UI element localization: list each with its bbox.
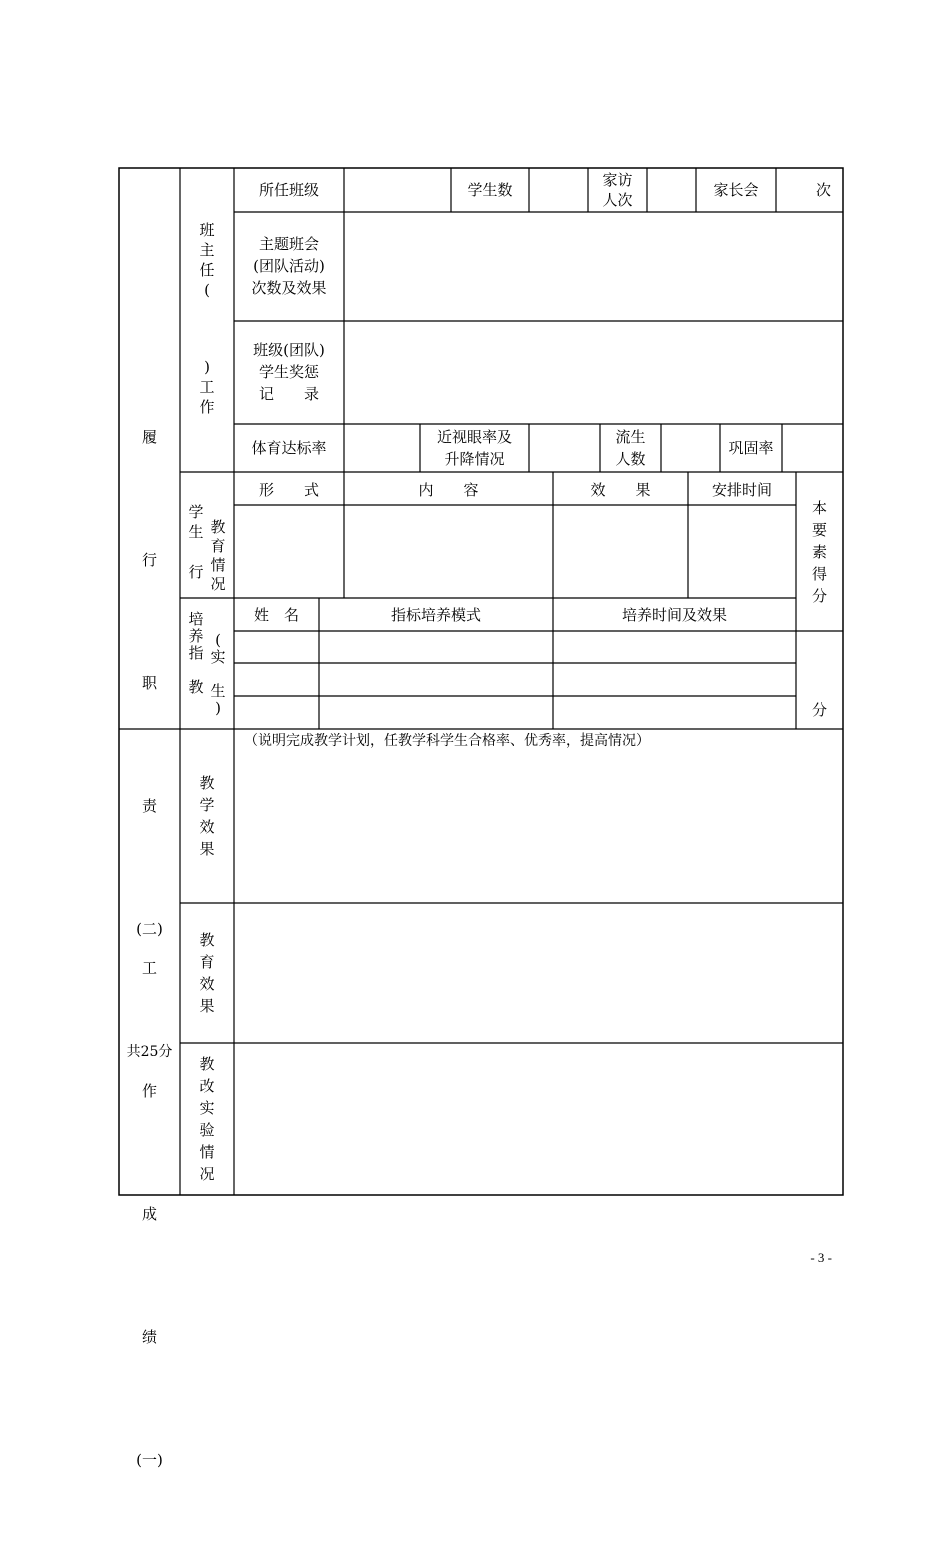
head-teacher-label-bottom: ) 工 作: [199, 358, 215, 416]
pe-rate-label: 体育达标率: [251, 439, 327, 457]
retention-field[interactable]: [782, 425, 843, 471]
duty-line: 共25分: [126, 1044, 173, 1060]
rewards-field[interactable]: [344, 322, 843, 423]
head-teacher-label-top: 班 主 任 (: [199, 221, 215, 299]
home-visit-label: 家访 人次: [602, 171, 633, 209]
duty-line: 履: [141, 428, 157, 446]
trainee-effect-cell[interactable]: [553, 697, 796, 728]
achievement-line: 绩: [141, 1328, 157, 1346]
achievement-line: 作: [141, 1082, 157, 1100]
conduct-schedule-field[interactable]: [688, 506, 796, 597]
myopia-field[interactable]: [529, 425, 600, 471]
retention-label: 巩固率: [728, 439, 774, 457]
achievement-line: (一): [136, 1451, 163, 1469]
conduct-effect-field[interactable]: [553, 506, 688, 597]
trainee-mode-cell[interactable]: [319, 664, 553, 695]
header-training-mode: 指标培养模式: [390, 606, 481, 624]
trainee-label-a: 培 养 指 教: [188, 610, 204, 696]
header-effect: 效 果: [590, 481, 651, 499]
header-schedule: 安排时间: [711, 481, 772, 499]
duty-line: 职: [141, 674, 157, 692]
parents-meeting-unit: 次: [816, 181, 832, 199]
trainee-effect-cell[interactable]: [553, 632, 796, 662]
teaching-effect-field[interactable]: [235, 756, 842, 902]
duty-line: 责: [141, 797, 157, 815]
education-effect-label: 教 育 效 果: [199, 931, 215, 1015]
student-conduct-label-a: 学 生 行: [188, 503, 204, 581]
student-conduct-label-b: 教 育 情 况: [210, 518, 226, 593]
teaching-effect-label: 教 学 效 果: [199, 774, 215, 858]
reform-experiment-field[interactable]: [235, 1044, 842, 1194]
trainee-mode-cell[interactable]: [319, 632, 553, 662]
header-name: 姓 名: [253, 606, 299, 624]
trainee-mode-cell[interactable]: [319, 697, 553, 728]
dropout-field[interactable]: [661, 425, 720, 471]
education-effect-field[interactable]: [235, 904, 842, 1042]
theme-meeting-field[interactable]: [344, 213, 843, 320]
dropout-label: 流生 人数: [615, 428, 646, 468]
class-label: 所任班级: [258, 181, 319, 199]
achievement-section-label: [119, 866, 180, 1563]
trainee-name-cell[interactable]: [234, 664, 319, 695]
achievement-line: 成: [141, 1205, 157, 1223]
myopia-label: 近视眼率及 升降情况: [436, 428, 512, 468]
achievement-line: 工: [141, 959, 157, 977]
duty-line: (二): [136, 920, 163, 938]
header-training-effect: 培养时间及效果: [621, 606, 727, 624]
theme-meeting-label: 主题班会 (团队活动) 次数及效果: [251, 235, 327, 297]
header-content: 内 容: [418, 481, 479, 499]
trainee-label-b: ( 实 生 ): [210, 631, 226, 717]
parents-meeting-label: 家长会: [713, 181, 759, 199]
score-unit: 分: [811, 701, 827, 719]
trainee-name-cell[interactable]: [234, 697, 319, 728]
reform-experiment-label: 教 改 实 验 情 况: [199, 1055, 215, 1183]
conduct-form-field[interactable]: [234, 506, 344, 597]
pe-rate-field[interactable]: [344, 425, 420, 471]
page-number: - 3 -: [810, 1250, 832, 1265]
rewards-label: 班级(团队) 学生奖惩 记 录: [253, 341, 325, 403]
conduct-content-field[interactable]: [344, 506, 553, 597]
trainee-name-cell[interactable]: [234, 632, 319, 662]
header-form: 形 式: [258, 481, 319, 499]
teaching-effect-note: （说明完成教学计划，任教学科学生合格率、优秀率，提高情况）: [244, 733, 650, 749]
duty-line: 行: [141, 551, 157, 569]
score-label: 本 要 素 得 分: [811, 499, 827, 605]
trainee-effect-cell[interactable]: [553, 664, 796, 695]
students-label: 学生数: [467, 181, 513, 199]
